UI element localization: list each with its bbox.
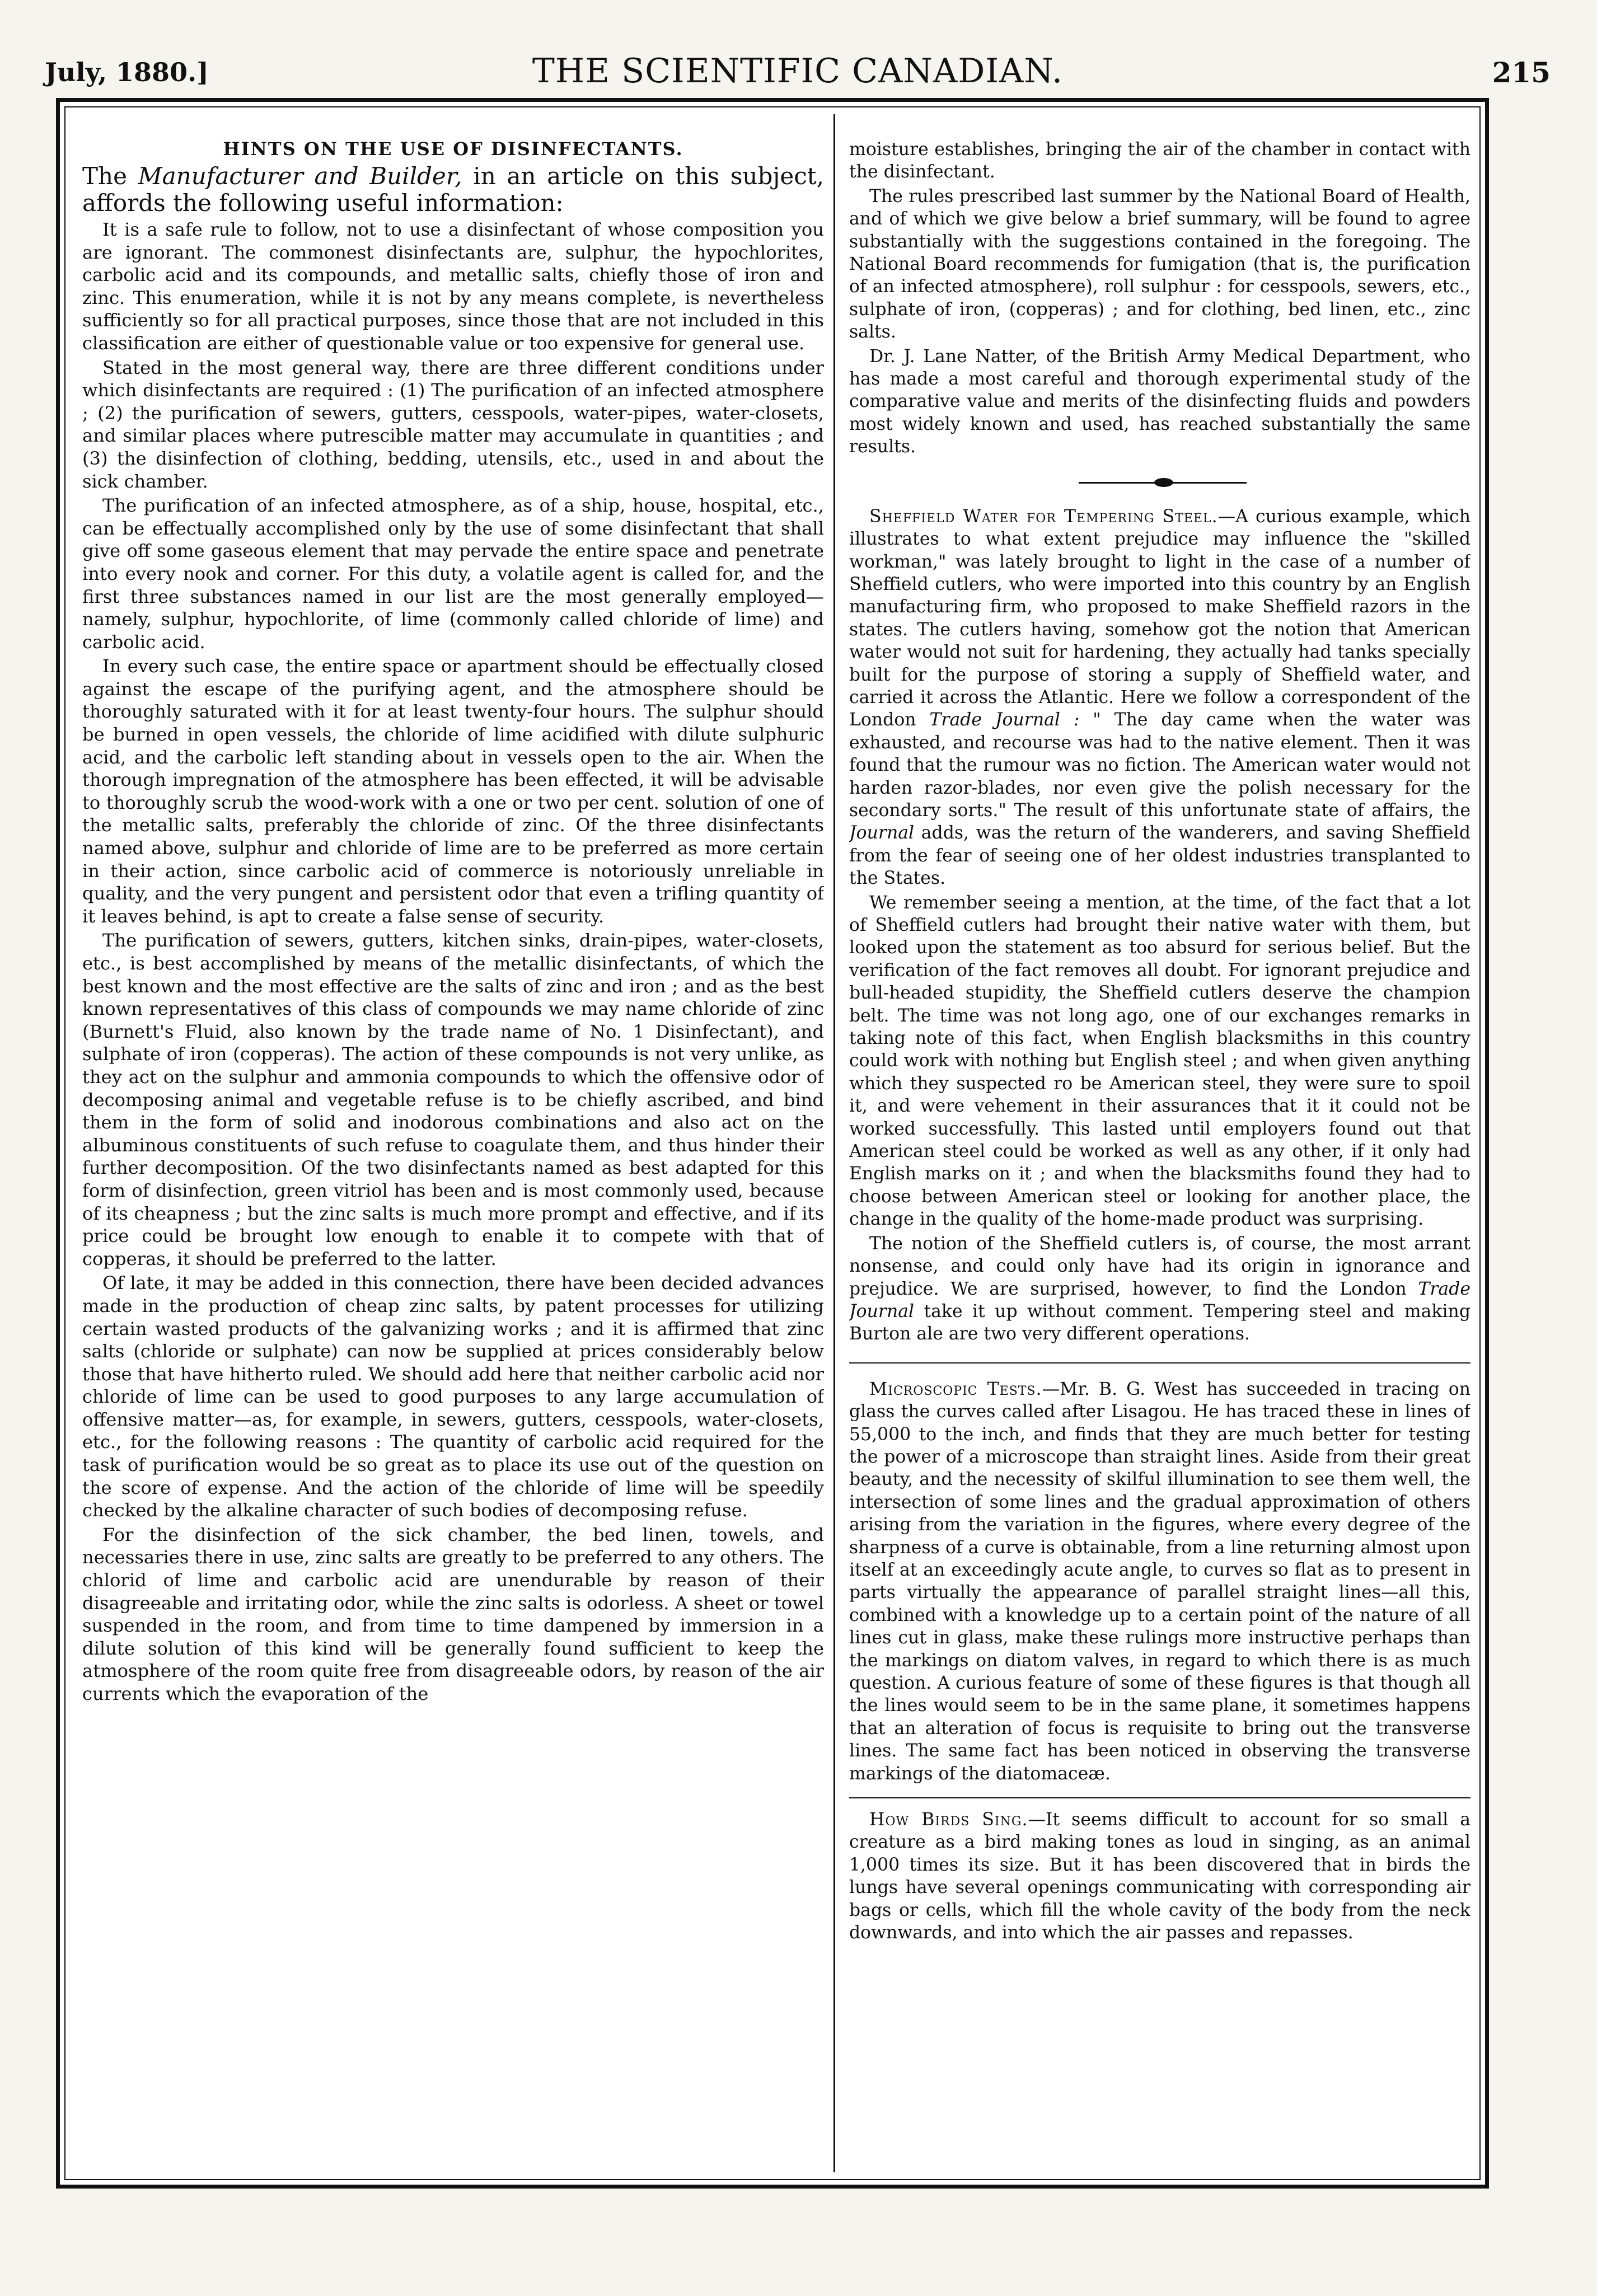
paragraph-continued: moisture establishes, bringing the air of the chamber in contact with the disinfectant. <box>849 139 1470 182</box>
sheffield-heading: Sheffield Water for Tempering Steel. <box>869 506 1218 527</box>
paragraph: The purification of an infected atmosphere, as of a ship, house, hospital, etc., can be effectually accomplished only by the use of some disinfectant that shall give off some gaseous element that may pervade the entire space and penetrate into every nook and corner. For this duty, a volatile agent is called for, and the first three substances named in our list are the most generally employed—namely, sulphur, hypochlorite, of lime (commonly called chloride of lime) and carbolic acid. <box>82 495 824 653</box>
paragraph <box>849 1233 1470 1346</box>
paragraph: The purification of sewers, gutters, kitchen sinks, drain-pipes, water-closets, etc., is best accomplished by means of the metallic disinfectants, of which the best known and the most effective are the salts of zinc and iron ; and as the best known representatives of this class of compounds we may name chloride of zinc (Burnett's Fluid, also known by the trade name of No. 1 Disinfectant), and sulphate of iron (copperas). The action of these compounds is not very unlike, as they act on the sulphur and ammonia compounds to which the offensive odor of decomposing animal and vegetable refuse is to be chiefly ascribed, and bind them in the form of solid and inodorous combinations and also act on the albuminous constituents of such refuse to coagulate them, and thus hinder their further decomposition. Of the two disinfectants named as best adapted for this form of disinfection, green vitriol has been and is most commonly used, because of its cheapness ; but the zinc salts is much more prompt and effective, and if its price could be brought low enough to enable it to compete with that of copperas, it should be preferred to the latter. <box>82 930 824 1269</box>
sheffield-text-3: adds, was the return of the wanderers, and saving Sheffield from the fear of seeing one of her oldest industries transplanted to the States. <box>849 823 1470 889</box>
microscopic-heading: Microscopic Tests. <box>869 1379 1042 1399</box>
article-title-disinfectants: HINTS ON THE USE OF DISINFECTANTS. <box>223 138 683 160</box>
sheffield-p3-text-2: take it up without comment. Tempering steel and making Burton ale are two very different operations. <box>849 1301 1470 1344</box>
column-divider <box>833 114 835 2172</box>
birds-text: —It seems difficult to account for so small a creature as a bird making tones as loud in singing, as an animal 1,000 times its size. But it has been discovered that in birds the lungs have several openings communicating with corresponding air bags or cells, which fill the whole cavity of the body from the neck downwards, and into which the air passes and repasses. <box>849 1810 1470 1943</box>
sheffield-p3-source: Trade Journal <box>849 1278 1470 1322</box>
sheffield-text-2: " The day came when the water was exhausted, and recourse was had to the native element. Then it was found that the rumour was no fiction. The American water would not harden razor-blades, nor even give the polish necessary for the secondary sorts." The result of this unfortunate state of affairs, the <box>849 710 1470 821</box>
page-frame <box>56 98 1489 2189</box>
sheffield-source-2: Journal <box>849 823 915 844</box>
microscopic-text: —Mr. B. G. West has succeeded in tracing on glass the curves called after Lisagou. He has traced these in lines of 55,000 to the inch, and finds that they are much better for testing the power of a microscope than straight lines. Aside from their great beauty, and the necessity of skilful illumination to see them well, the intersection of some lines and the gradual approximation of others arising from the variation in the figures, where every degree of the sharpness of a curve is obtainable, from a line returning almost upon itself at an exceedingly acute angle, to curves so flat as to present in parts virtually the appearance of parallel straight lines—all this, combined with a knowledge up to a certain point of the nature of all lines cut in glass, make these rulings more instructive perhaps than the markings on diatom valves, in regard to which there is as much question. A curious feature of some of these figures is that though all the lines would seem to be in the same plane, it sometimes happens that an alteration of focus is requisite to bring out the transverse lines. The same fact has been noticed in observing the transverse markings of the diatomaceæ. <box>849 1379 1470 1784</box>
paragraph: Dr. J. Lane Natter, of the British Army Medical Department, who has made a most careful and thorough experimental study of the comparative value and merits of the disinfecting fluids and powders most widely known and used, has reached substantially the same results. <box>849 346 1470 457</box>
article-sheffield <box>849 505 1470 890</box>
page-number: 215 <box>1492 56 1551 89</box>
paragraph: For the disinfection of the sick chamber, the bed linen, towels, and necessaries there in use, zinc salts are greatly to be preferred to any others. The chlorid of lime and carbolic acid are unendurable by reason of their disagreeable and irritating odor, while the zinc salts is odorless. A sheet or towel suspended in the room, and from time to time dampened by immersion in a dilute solution of this kind will be generally found sufficient to keep the atmosphere of the room quite free from disagreeable odors, by reason of the air currents which the evaporation of the <box>82 1524 824 1704</box>
paragraph: Stated in the most general way, there are three different conditions under which disinfectants are required : (1) The purification of an infected atmosphere ; (2) the purification of sewers, gutters, cesspools, water-pipes, water-closets, and similar places where putrescible matter may accumulate in quantities ; and (3) the disinfection of clothing, bedding, utensils, etc., used in and about the sick chamber. <box>82 357 824 492</box>
right-column <box>849 138 1470 2170</box>
sheffield-source: Trade Journal : <box>929 710 1080 730</box>
sheffield-p3-text: The notion of the Sheffield cutlers is, of course, the most arrant nonsense, and could only have had its origin in ignorance and prejudice. We are surprised, however, to find the London <box>849 1233 1470 1299</box>
paragraph: Of late, it may be added in this connection, there have been decided advances made in the production of cheap zinc salts, by patent processes for utilizing certain wasted products of the galvanizing works ; and it is affirmed that zinc salts (chloride or sulphate) can now be supplied at prices considerably below those that have hitherto ruled. We should add here that neither carbolic acid nor chloride of lime can be used to good purposes to any large accumulation of offensive matter—as, for example, in sewers, gutters, cesspools, water-closets, etc., for the following reasons : The quantity of carbolic acid required for the task of purification would be so great as to place its use out of the question on the score of expense. And the action of the chloride of lime will be speedily checked by the alkaline character of such bodies of decomposing refuse. <box>82 1272 824 1521</box>
lead-text: The <box>82 162 138 190</box>
issue-date: July, 1880.] <box>45 57 209 87</box>
sheffield-text: —A curious example, which illustrates to what extent prejudice may influence the "skilled workman," was lately brought to light in the case of a number of Sheffield cutlers, who were imported into this country by an English manufacturing firm, who proposed to make Sheffield razors in the states. The cutlers having, somehow got the notion that American water would not suit for hardening, they actually had tanks specially built for the purpose of storing a supply of Sheffield water, and carried it across the Atlantic. Here we follow a correspondent of the London <box>849 506 1470 730</box>
paragraph: The rules prescribed last summer by the National Board of Health, and of which we give below a brief summary, will be found to agree substantially with the suggestions contained in the foregoing. The National Board recommends for fumigation (that is, the purification of an infected atmosphere), roll sulphur : for cesspools, sewers, etc., sulphate of iron, (copperas) ; and for clothing, bed linen, etc., zinc salts. <box>849 186 1470 343</box>
paragraph: It is a safe rule to follow, not to use a disinfectant of whose composition you are ignorant. The commonest disinfectants are, sulphur, the hypochlorites, carbolic acid and its compounds, and metallic salts, chiefly those of iron and zinc. This enumeration, while it is not by any means complete, is nevertheless sufficiently so for all practical purposes, since those that are not included in this classification are either of questionable value or too expensive for general use. <box>82 219 824 354</box>
left-column <box>82 138 824 2170</box>
journal-title: THE SCIENTIFIC CANADIAN. <box>532 51 1064 91</box>
paragraph: We remember seeing a mention, at the time, of the fact that a lot of Sheffield cutlers had brought their native water with them, but looked upon the statement as too absurd for serious belief. But the verification of the fact removes all doubt. For ignorant prejudice and bull-headed stupidity, the Sheffield cutlers deserve the champion belt. The time was not long ago, one of our exchanges remarks in taking note of this fact, when English blacksmiths in this country could work with nothing but English steel ; and when given anything which they suspected ro be American steel, they were sure to spoil it, and were vehement in their assurances that it it could not be worked successfully. This lasted until employers found out that American steel could be worked as well as any other, if it only had English marks on it ; and when the blacksmiths found they had to choose between American steel or looking for another place, the change in the quality of the home-made product was surprising. <box>849 892 1470 1230</box>
lead-text-end: in an article on this subject, affords the following useful information: <box>82 162 824 217</box>
article-microscopic <box>849 1378 1470 1785</box>
section-rule <box>849 1362 1470 1363</box>
section-rule <box>849 1797 1470 1798</box>
ornamental-separator <box>849 474 1470 493</box>
birds-heading: How Birds Sing. <box>869 1810 1028 1830</box>
article-birds <box>849 1808 1470 1944</box>
article-lead <box>82 163 824 217</box>
paragraph: In every such case, the entire space or apartment should be effectually closed against the escape of the purifying agent, and the atmosphere should be thoroughly saturated with it for at least twenty-four hours. The sulphur should be burned in open vessels, the chloride of lime acidified with dilute sulphuric acid, and the carbolic left standing about in vessels open to the air. When the thorough impregnation of the atmosphere has been effected, it will be advisable to thoroughly scrub the wood-work with a one or two per cent. solution of one of the metallic salts, preferably the chloride of zinc. Of the three disinfectants named above, sulphur and chloride of lime are to be preferred as more certain in their action, since carbolic acid of commerce is notoriously unreliable in quality, and the very pungent and persistent odor that even a trifling quantity of it leaves behind, is apt to create a false sense of security. <box>82 655 824 927</box>
lead-source: Manufacturer and Builder, <box>138 162 462 190</box>
